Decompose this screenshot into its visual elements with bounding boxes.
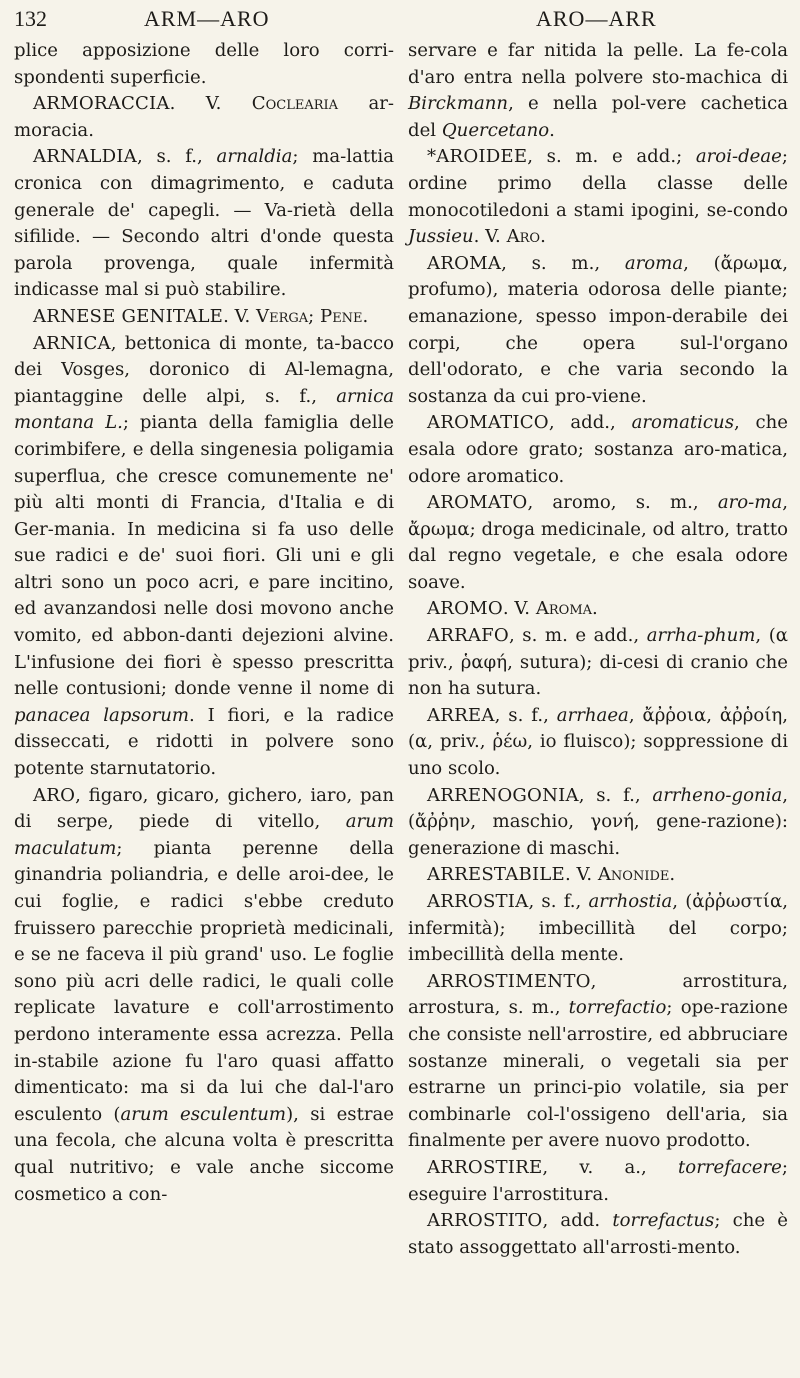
running-head-right: ARO—ARR (536, 6, 657, 31)
italic-term: Quercetano (441, 119, 550, 141)
cross-reference: Aroma (535, 598, 593, 620)
entry-text: , (α priv., ῥαφή, sutura); di-cesi di cranio che non ha sutura. (408, 625, 788, 700)
entry-text: ), si estrae una fecola, che alcuna volta è prescritta qual nutritivo; e vale anche siccome cosmetico a con- (14, 1103, 394, 1205)
page-header (0, 2, 800, 36)
entry-armoraccia (14, 91, 394, 144)
entry-text: , s. m., (501, 252, 625, 274)
entry-aroidee (408, 144, 788, 250)
entry-cont (14, 38, 394, 91)
entry-arnica (14, 331, 394, 783)
italic-term: panacea lapsorum (14, 704, 190, 726)
entry-arrostia (408, 889, 788, 969)
entry-text: , ἄῤῥοια, ἀῤῥοίη, (α, priv., ῥέω, io fluisco); soppressione di uno scolo. (408, 704, 788, 780)
headword: ARRENOGONIA (427, 784, 579, 806)
italic-term: aromaticus (631, 412, 734, 434)
entry-text: . V. (564, 864, 598, 886)
headword: ARROSTIMENTO (427, 970, 591, 992)
italic-term: Birckmann (408, 93, 509, 115)
italic-term: aroi-deae (695, 146, 782, 168)
entry-text: , arrostitura, arrostura, s. m., (408, 970, 788, 1019)
entry-text: ; ope-razione che consiste nell'arrostire, ed abbruciare sostanze minerali, o vegetali sia per estrarne un princi-pio volatile, sia per combinarle col-l'ossigeno dell'aria, sia finalmente per avere nuovo prodotto. (408, 997, 788, 1152)
cross-reference: Verga (256, 305, 309, 327)
entry-text: , bettonica di monte, ta-bacco dei Vosges, doronico di Al-lemagna, piantaggine delle alpi, s. f., (14, 332, 394, 407)
italic-term: arrhaea (556, 704, 629, 726)
entry-arrostito (408, 1208, 788, 1261)
italic-term: arum maculatum (14, 811, 394, 859)
italic-term: arum esculentum (120, 1103, 287, 1125)
headword: ARNESE GENITALE (33, 305, 224, 327)
page-number: 132 (14, 6, 47, 31)
entry-text: , aromo, s. m., (527, 492, 718, 514)
entry-text: , (ἄρωμα, profumo), materia odorosa delle piante; emanazione, spesso impon-derabile dei corpi, che opera sul-l'organo dell'odorato, e che varia secondo la sostanza da cui pro-viene. (408, 252, 789, 407)
entry-text: . V. (502, 598, 536, 620)
headword: AROMATICO (427, 412, 549, 434)
entry-text: . (592, 598, 598, 620)
italic-term: arnica montana L. (14, 385, 394, 434)
entry-text: , add., (548, 412, 632, 434)
headword: *AROIDEE (427, 146, 528, 168)
headword: ARNICA (33, 332, 111, 354)
headword: ARMORACCIA (33, 93, 170, 115)
entry-text: . (362, 305, 369, 327)
cross-reference: Pene (320, 305, 363, 327)
cross-reference: Anonide (597, 864, 670, 886)
entry-text: ar-moracia. (14, 93, 394, 141)
entry-text: , s. f., (494, 704, 557, 726)
entry-arrostimento (408, 969, 788, 1155)
cross-reference: Coclearia (251, 93, 339, 115)
entry-arrafo (408, 623, 788, 703)
entry-text: , s. f., (578, 784, 653, 806)
entry-arrenogonia (408, 783, 788, 863)
entry-text: . I fiori, e la radice disseccati, e ridotti in polvere sono potente starnutatorio. (14, 704, 394, 780)
entry-cont2 (408, 38, 788, 144)
entry-arnaldia (14, 144, 394, 304)
entry-aroma (408, 251, 788, 411)
italic-term: torrefactio (568, 997, 667, 1019)
headword: ARROSTIRE (427, 1156, 543, 1178)
entry-text: , s. m. e add.; (527, 146, 696, 168)
left-column (14, 38, 394, 1208)
entry-text: ; ma-lattia cronica con dimagrimento, e caduta generale de' capegli. — Va-rietà della sifilide. — Secondo altri d'onde questa parola provenga, quale infermità indicasse mal si può stabilire. (14, 146, 394, 301)
entry-text: , s. f., (136, 146, 217, 168)
entry-text: ; eseguire l'arrostitura. (408, 1156, 788, 1205)
entry-text: . (549, 119, 555, 141)
entry-text: . V. (169, 93, 252, 115)
entry-text: , s. m. e add., (508, 625, 647, 647)
entry-aromatico (408, 410, 788, 490)
headword: ARROSTIA (427, 891, 529, 912)
entry-text: , ἄρωμα; droga medicinale, od altro, tratto dal regno vegetale, e che esala odore soave. (408, 492, 788, 593)
italic-term: arrha-phum (646, 625, 756, 647)
headword: ARRESTABILE (427, 864, 565, 886)
italic-term: Jussieu (408, 226, 474, 248)
entry-text: , s. f., (528, 891, 589, 912)
italic-term: arrhostia (588, 891, 673, 912)
entry-text: , che esala odore grato; sostanza aro-matica, odore aromatico. (408, 412, 788, 487)
entry-text: , figaro, gicaro, gichero, iaro, pan di serpe, piede di vitello, (14, 784, 394, 833)
entry-text: ; pianta della famiglia delle corimbifere, e della singenesia poligamia superflua, che cresce comunemente ne' più alti monti di Francia, d'Italia e di Ger-mania. In medicina si fa uso delle sue radici e de' suoi fiori. Gli uni e gli altri sono un poco acri, e pare incitino, ed avanzandosi nelle dosi movono anche vomito, ed abbon-danti dejezioni alvine. L'infusione dei fiori è spesso prescritta nelle contusioni; donde venne il nome di (14, 412, 394, 700)
entry-text: , v. a., (542, 1156, 679, 1178)
entry-arnese (14, 304, 394, 331)
entry-text: . (540, 226, 546, 248)
entry-text: , (ἀῤῥωστία, infermità); imbecillità del corpo; imbecillità della mente. (408, 891, 788, 966)
headword: ARO (33, 784, 76, 806)
entry-text: ; che è stato assoggettato all'arrosti-mento. (408, 1210, 788, 1258)
entry-arrestabile (408, 862, 788, 889)
headword: ARROSTITO (427, 1210, 543, 1232)
entry-aromato (408, 490, 788, 596)
entry-text: , add. (542, 1210, 613, 1232)
entry-text: , e nella pol-vere cachetica del (408, 93, 788, 141)
headword: ARRAFO (427, 625, 509, 647)
entry-text: . (669, 864, 676, 886)
running-head-left: ARM—ARO (144, 6, 270, 31)
italic-term: torrefacere (678, 1156, 782, 1178)
entry-text: , (ἄῤῥην, maschio, γονή, gene-razione): generazione di maschi. (408, 784, 788, 859)
headword: AROMATO (427, 492, 528, 514)
entry-aromo (408, 596, 788, 623)
italic-term: aroma (624, 252, 684, 274)
entry-arrostire (408, 1155, 788, 1208)
entry-arrea (408, 703, 788, 783)
italic-term: aro-ma (717, 492, 783, 514)
headword: AROMA (427, 252, 502, 274)
right-column (408, 38, 788, 1261)
cross-reference: Aro (506, 226, 541, 248)
entry-text: . V. (473, 226, 507, 248)
italic-term: arnaldia (216, 146, 293, 168)
entry-text: plice apposizione delle loro corri-spondenti superficie. (14, 40, 394, 88)
headword: ARREA (427, 704, 495, 726)
italic-term: torrefactus (612, 1210, 715, 1232)
italic-term: arrheno-gonia (652, 784, 783, 806)
entry-text: ; pianta perenne della ginandria poliandria, e delle aroi-dee, le cui foglie, e radici s'ebbe creduto fruissero parecchie proprietà medicinali, e se ne faceva il più grand' uso. Le foglie sono più acri delle radici, le quali colle replicate lavature e coll'arrostimento perdono interamente essa acrezza. Pella in-stabile azione fu l'aro quasi affatto dimenticato: ma si da lui che dal-l'aro esculento ( (14, 837, 394, 1125)
entry-text: ; (308, 305, 321, 327)
entry-text: servare e far nitida la pelle. La fe-cola d'aro entra nella polvere sto-machica di (408, 40, 788, 88)
headword: ARNALDIA (33, 146, 137, 168)
entry-text: ; ordine primo della classe delle monocotiledoni a stami ipogini, se-condo (408, 146, 788, 221)
headword: AROMO (427, 598, 503, 620)
entry-aro (14, 783, 394, 1209)
entry-text: . V. (223, 305, 257, 327)
